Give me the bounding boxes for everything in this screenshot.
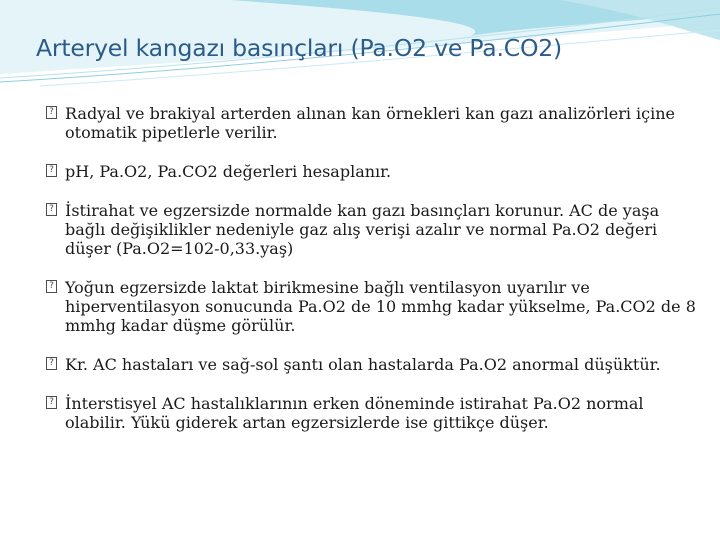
bullet-item xyxy=(46,355,696,374)
bullet-text: Kr. AC hastaları ve sağ-sol şantı olan hastalarda Pa.O2 anormal düşüktür. xyxy=(65,355,661,374)
bullet-text: İnterstisyel AC hastalıklarının erken döneminde istirahat Pa.O2 normal olabilir. Yükü giderek artan egzersizlerde ise gittikçe düşer. xyxy=(65,394,644,432)
bullet-marker-icon: ? xyxy=(46,396,57,409)
bullet-item xyxy=(46,201,696,258)
bullet-item xyxy=(46,162,696,181)
slide-title: Arteryel kangazı basınçları (Pa.O2 ve Pa.CO2) xyxy=(36,34,562,62)
bullet-text: İstirahat ve egzersizde normalde kan gazı basınçları korunur. AC de yaşa bağlı değişiklikler nedeniyle gaz alış verişi azalır ve normal Pa.O2 değeri düşer (Pa.O2=102-0,33.yaş) xyxy=(65,201,660,258)
bullet-marker-icon: ? xyxy=(46,357,57,370)
bullet-marker-icon: ? xyxy=(46,280,57,293)
bullet-item xyxy=(46,394,696,432)
bullet-marker-icon: ? xyxy=(46,106,57,119)
bullet-text: Radyal ve brakiyal arterden alınan kan örnekleri kan gazı analizörleri içine otomatik pipetlerle verilir. xyxy=(65,104,676,142)
bullet-text: pH, Pa.O2, Pa.CO2 değerleri hesaplanır. xyxy=(65,162,392,181)
bullet-list xyxy=(46,104,696,452)
bullet-marker-icon: ? xyxy=(46,164,57,177)
bullet-marker-icon: ? xyxy=(46,203,57,216)
bullet-item xyxy=(46,104,696,142)
bullet-item xyxy=(46,278,696,335)
bullet-text: Yoğun egzersizde laktat birikmesine bağlı ventilasyon uyarılır ve hiperventilasyon sonucunda Pa.O2 de 10 mmhg kadar yükselme, Pa.CO2 de 8 mmhg kadar düşme görülür. xyxy=(65,278,696,335)
